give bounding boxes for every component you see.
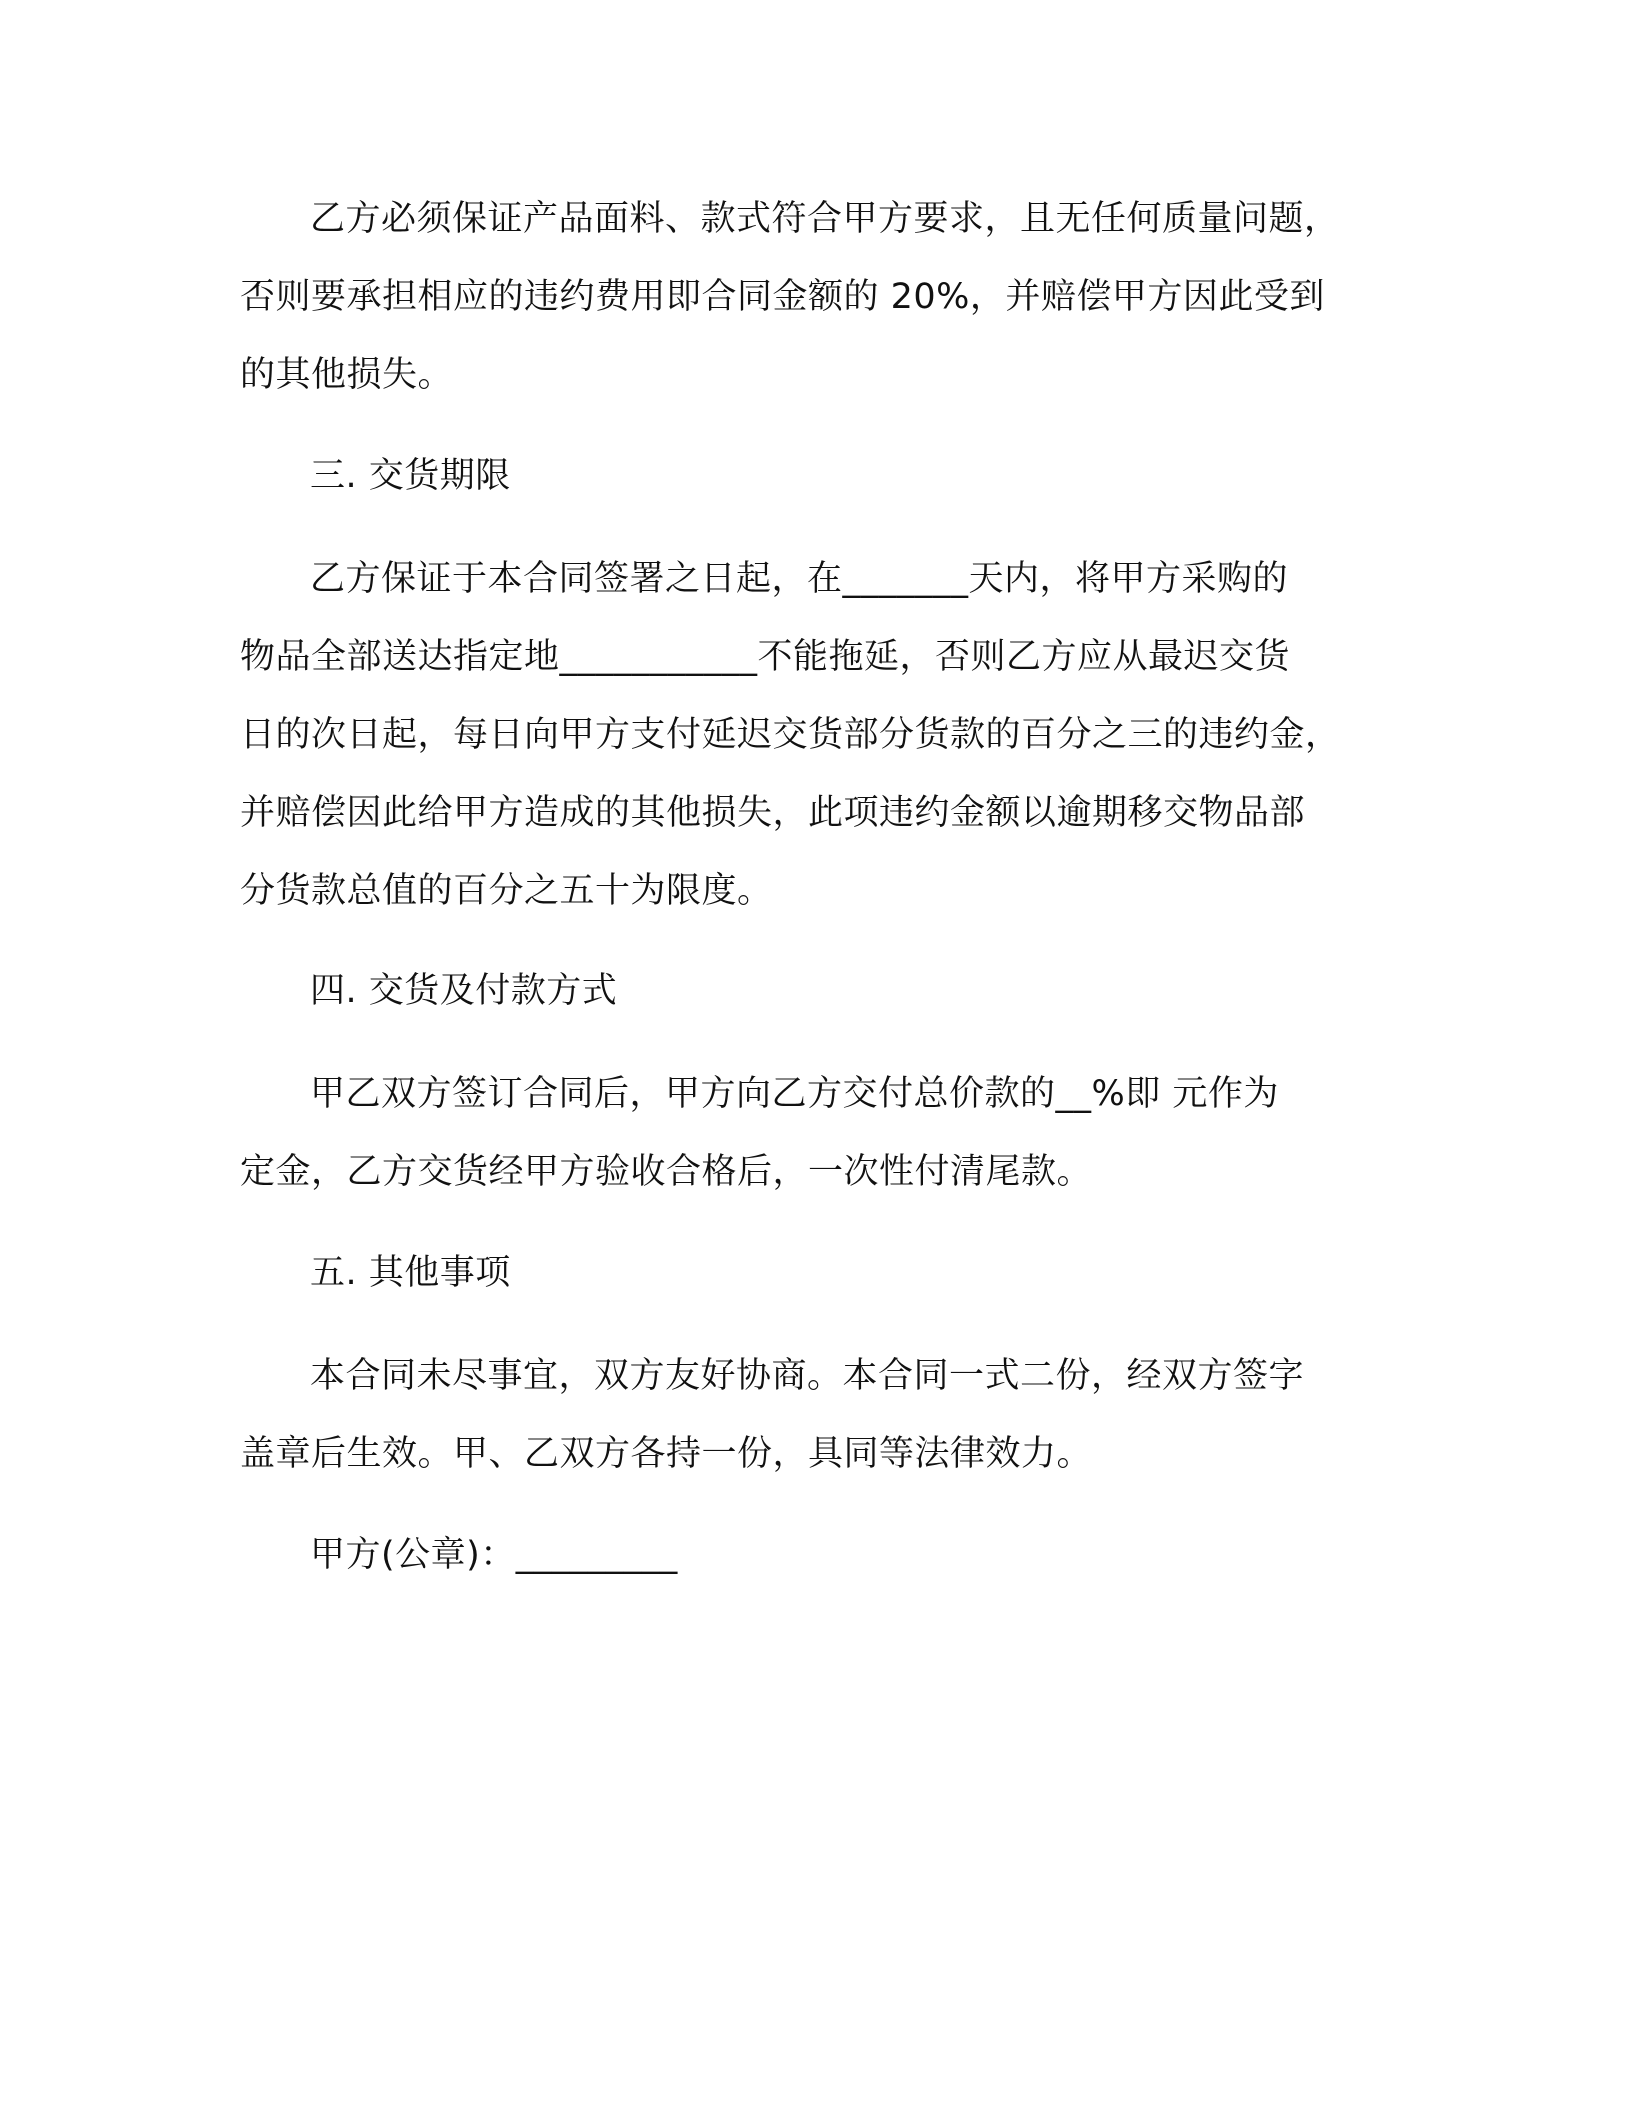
party-a-signature-line: 甲方(公章)：_________ — [310, 1535, 678, 1575]
paragraph-delivery-deadline — [240, 540, 1400, 930]
paragraph-other-matters — [240, 1337, 1400, 1493]
paragraph-line: 分货款总值的百分之五十为限度。 — [240, 871, 773, 911]
paragraph-line: 并赔偿因此给甲方造成的其他损失，此项违约金额以逾期移交物品部 — [240, 793, 1306, 833]
paragraph-line: 物品全部送达指定地___________不能拖延，否则乙方应从最迟交货 — [240, 637, 1291, 677]
paragraph-line: 的其他损失。 — [240, 355, 454, 395]
section-heading-other-matters: 五. 其他事项 — [310, 1253, 511, 1293]
paragraph-line: 日的次日起，每日向甲方支付延迟交货部分货款的百分之三的违约金， — [240, 715, 1341, 755]
paragraph-quality-requirement — [240, 180, 1400, 414]
section-heading-delivery-payment: 四. 交货及付款方式 — [310, 971, 618, 1011]
section-heading-delivery-deadline: 三. 交货期限 — [310, 456, 511, 496]
paragraph-line: 本合同未尽事宜，双方友好协商。本合同一式二份，经双方签字 — [310, 1356, 1305, 1396]
paragraph-line: 乙方保证于本合同签署之日起，在_______天内，将甲方采购的 — [310, 559, 1289, 599]
paragraph-line: 定金，乙方交货经甲方验收合格后，一次性付清尾款。 — [240, 1152, 1093, 1192]
paragraph-line: 盖章后生效。甲、乙双方各持一份，具同等法律效力。 — [240, 1434, 1093, 1474]
paragraph-line: 乙方必须保证产品面料、款式符合甲方要求，且无任何质量问题， — [310, 199, 1340, 239]
paragraph-line: 否则要承担相应的违约费用即合同金额的 20%，并赔偿甲方因此受到 — [240, 277, 1325, 317]
paragraph-delivery-payment — [240, 1055, 1400, 1211]
paragraph-line: 甲乙双方签订合同后，甲方向乙方交付总价款的__%即 元作为 — [310, 1074, 1279, 1114]
